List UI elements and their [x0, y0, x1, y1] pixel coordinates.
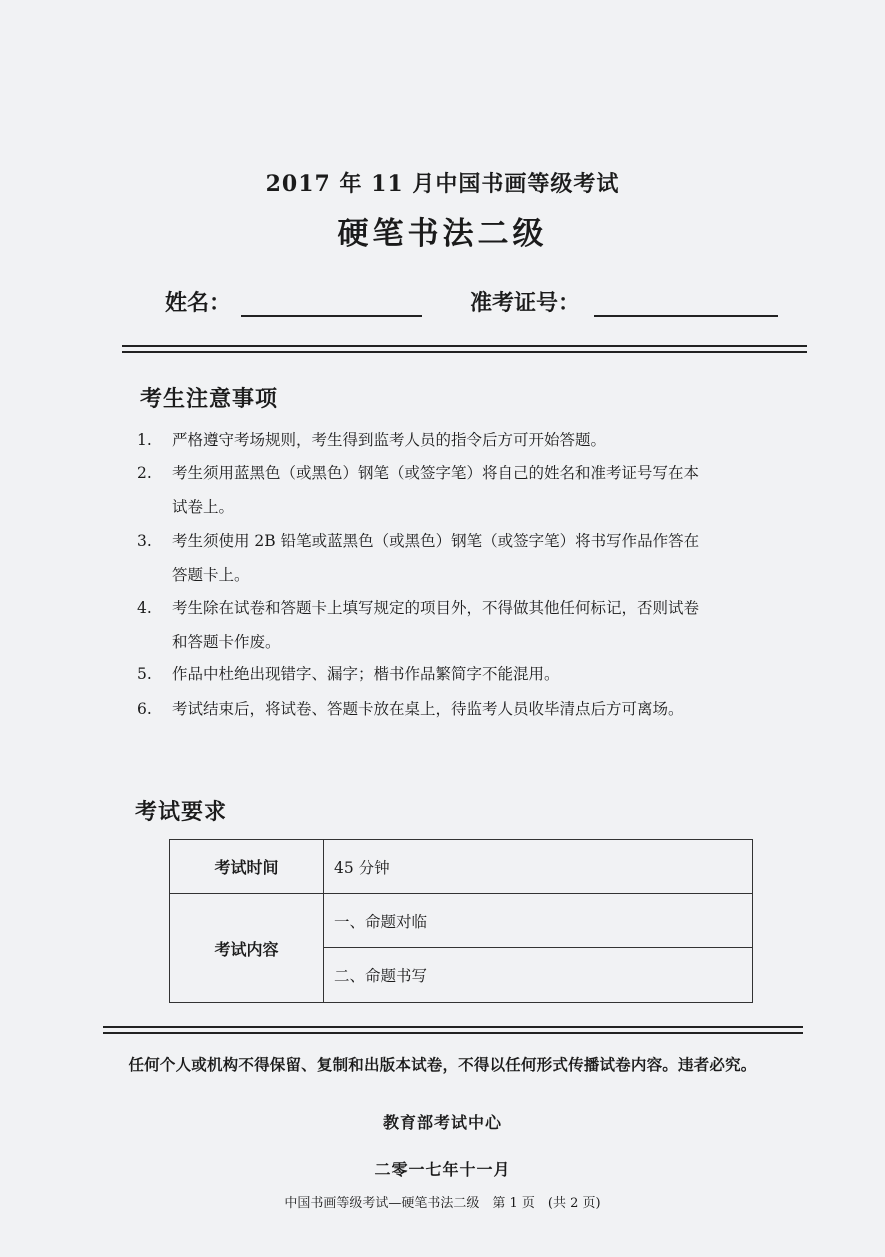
- notes-item-line: 和答题卡作废。: [172, 633, 281, 651]
- notes-item-number: 4.: [137, 599, 152, 617]
- exam-id-label: 准考证号：: [470, 290, 581, 316]
- name-blank-line: [241, 315, 422, 317]
- notes-item-number: 6.: [137, 700, 152, 718]
- requirements-table: [169, 839, 753, 1003]
- issuer-name: 教育部考试中心: [382, 1113, 502, 1132]
- notes-item-number: 1.: [137, 431, 152, 449]
- table-row: [170, 894, 753, 948]
- footer-divider-top: [103, 1026, 803, 1028]
- exam-content-label: 考试内容: [170, 894, 324, 1003]
- notes-item-line: 考生除在试卷和答题卡上填写规定的项目外，不得做其他任何标记，否则试卷: [172, 599, 700, 617]
- notes-item-line: 考生须使用 2B 铅笔或蓝黑色（或黑色）钢笔（或签字笔）将书写作品作答在: [172, 532, 700, 550]
- notes-item-line: 作品中杜绝出现错字、漏字；楷书作品繁简字不能混用。: [172, 665, 560, 683]
- name-label: 姓名：: [165, 290, 232, 316]
- notes-item-text: [172, 456, 797, 524]
- notes-item-line: 考试结束后，将试卷、答题卡放在桌上，待监考人员收毕清点后方可离场。: [172, 700, 684, 718]
- notes-item-number: 3.: [137, 532, 152, 550]
- notes-item-number: 2.: [137, 464, 152, 482]
- notes-item-number: 5.: [137, 665, 152, 683]
- notes-item-text: [172, 692, 797, 726]
- notes-item-text: [172, 657, 797, 691]
- footer-divider-bottom: [103, 1032, 803, 1034]
- exam-time-label: 考试时间: [170, 840, 324, 894]
- notes-item-text: [172, 423, 797, 457]
- issue-date: 二零一七年十一月: [374, 1160, 511, 1179]
- exam-session-line: 2017 年 11 月中国书画等级考试: [265, 171, 620, 197]
- notes-section-title: 考生注意事项: [140, 386, 279, 412]
- notes-item-line: 答题卡上。: [172, 566, 250, 584]
- exam-time-value: 45 分钟: [324, 840, 753, 894]
- exam-content-item: 一、命题对临: [324, 894, 753, 948]
- header-divider-bottom: [122, 351, 807, 353]
- notes-item-text: [172, 591, 797, 659]
- table-row: [170, 840, 753, 894]
- exam-content-item: 二、命题书写: [324, 948, 753, 1003]
- notes-item-line: 考生须用蓝黑色（或黑色）钢笔（或签字笔）将自己的姓名和准考证号写在本: [172, 464, 700, 482]
- requirements-section-title: 考试要求: [135, 799, 228, 825]
- exam-id-blank-line: [594, 315, 778, 317]
- notes-item-line: 试卷上。: [172, 498, 235, 516]
- notes-item-line: 严格遵守考场规则，考生得到监考人员的指令后方可开始答题。: [172, 431, 607, 449]
- notes-item-text: [172, 524, 797, 592]
- header-divider-top: [122, 345, 807, 347]
- exam-title: 硬笔书法二级: [337, 216, 548, 252]
- copyright-warning: 任何个人或机构不得保留、复制和出版本试卷，不得以任何形式传播试卷内容。违者必究。: [128, 1055, 757, 1074]
- page-footer: 中国书画等级考试—硬笔书法二级 第 1 页 (共 2 页): [284, 1196, 601, 1211]
